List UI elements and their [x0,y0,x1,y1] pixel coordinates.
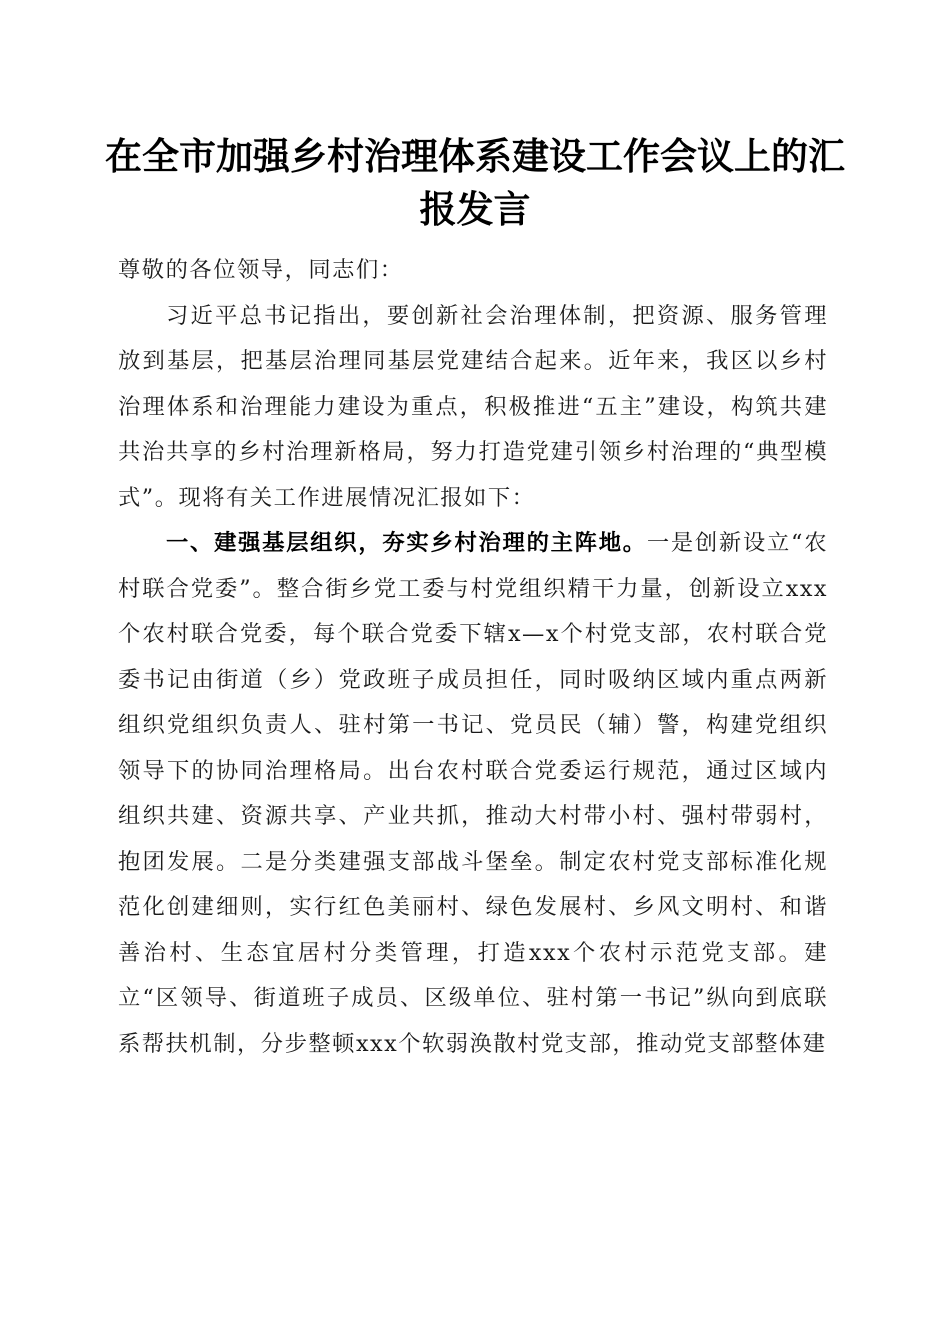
document-body [118,248,828,1067]
section-1-paragraph [118,521,828,1067]
salutation: 尊敬的各位领导，同志们： [118,257,404,283]
intro-paragraph: 习近平总书记指出，要创新社会治理体制，把资源、服务管理放到基层，把基层治理同基层党建结合起来。近年来，我区以乡村治理体系和治理能力建设为重点，积极推进“五主”建设，构筑共建共治共享的乡村治理新格局，努力打造党建引领乡村治理的“典型模式”。现将有关工作进展情况汇报如下： [118,302,828,511]
section-1-heading: 一、建强基层组织，夯实乡村治理的主阵地。 [166,530,647,556]
section-1-body: 一是创新设立“农村联合党委”。整合街乡党工委与村党组织精干力量，创新设立xxx个农村联合党委，每个联合党委下辖x—x个村党支部，农村联合党委书记由街道（乡）党政班子成员担任，同时吸纳区域内重点两新组织党组织负责人、驻村第一书记、党员民（辅）警，构建党组织领导下的协同治理格局。出台农村联合党委运行规范，通过区域内组织共建、资源共享、产业共抓，推动大村带小村、强村带弱村，抱团发展。二是分类建强支部战斗堡垒。制定农村党支部标准化规范化创建细则，实行红色美丽村、绿色发展村、乡风文明村、和谐善治村、生态宜居村分类管理，打造xxx个农村示范党支部。建立“区领导、街道班子成员、区级单位、驻村第一书记”纵向到底联系帮扶机制，分步整顿xxx个软弱涣散村党支部，推动党支部整体建 [118,530,828,1057]
document-title: 在全市加强乡村治理体系建设工作会议上的汇报发言 [105,134,845,231]
